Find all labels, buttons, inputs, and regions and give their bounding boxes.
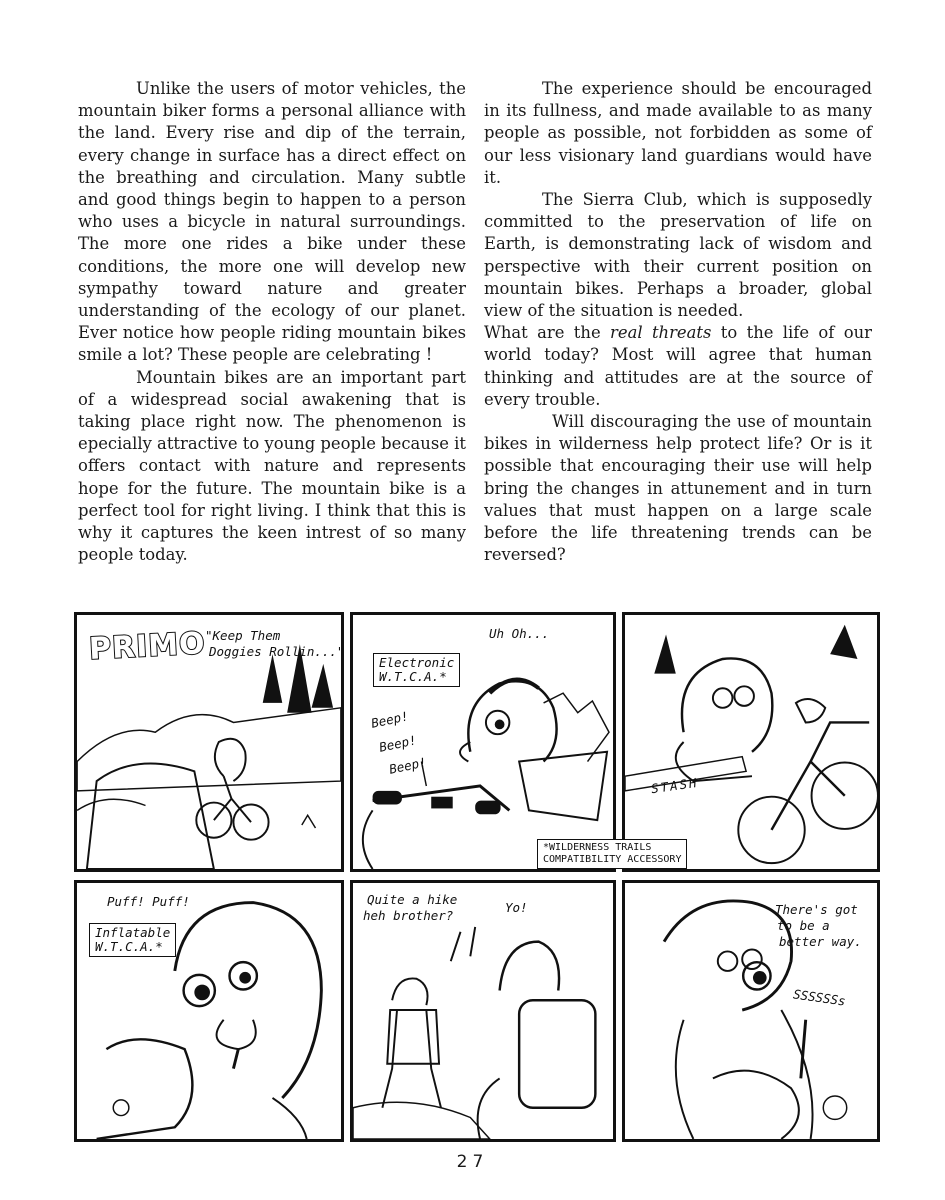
article-left-column bbox=[78, 78, 466, 566]
primo-logo: PRIMO bbox=[88, 625, 207, 668]
paragraph: The Sierra Club, which is supposedly committed to the preservation of life on Earth, is demonstrating lack of wisdom and perspective with their current position on mountain bikes. Perhaps a broader, global view of the situation is needed. bbox=[484, 190, 872, 321]
panel-3-drawing bbox=[625, 615, 877, 869]
comic-panel-2 bbox=[350, 612, 616, 872]
comic-panel-4 bbox=[74, 880, 344, 1142]
caption-line-1: "Keep Them bbox=[205, 628, 281, 643]
beep-sfx-1: Beep! bbox=[369, 708, 410, 731]
panel-6-drawing bbox=[625, 883, 877, 1139]
comic-panel-1 bbox=[74, 612, 344, 872]
speech-better-way-3: better way. bbox=[779, 934, 862, 949]
speech-quite-a-hike-2: heh brother? bbox=[363, 908, 454, 923]
hiss-sfx: SSSSSSs bbox=[792, 986, 847, 1009]
paragraph: Mountain bikes are an important part of a widespread social awakening that is taking place right now. The phenomenon is epecially attractive to young people because it offers contact with nature and represents hope for the future. The mountain bike is a perfect tool for right living. I think that this is why it captures the keen intrest of so many people today. bbox=[78, 367, 466, 565]
footnote-box bbox=[537, 839, 687, 869]
label-box bbox=[89, 923, 176, 957]
page-number: 27 bbox=[456, 1152, 489, 1172]
paragraph: Unlike the users of motor vehicles, the mountain biker forms a personal alliance with the land. Every rise and dip of the terrain, every change in surface has a direct effect on the breathing and circulation. Many subtle and good things begin to happen to a person who uses a bicycle in natural surroundings. The more one rides a bike under these conditions, the more one will develop new sympathy toward nature and greater understanding of the ecology of our planet. Ever notice how people riding mountain bikes smile a lot? These people are celebrating ! bbox=[78, 79, 466, 365]
speech-uh-oh: Uh Oh... bbox=[489, 626, 550, 641]
label-box-line-1: Inflatable bbox=[95, 925, 171, 940]
comic-panel-3 bbox=[543, 612, 880, 872]
speech-better-way-1: There's got bbox=[775, 902, 858, 917]
comic-strip-top-row bbox=[74, 612, 880, 872]
beep-sfx-3: Beep! bbox=[387, 754, 428, 777]
footnote-line-2: COMPATIBILITY ACCESSORY bbox=[543, 854, 682, 865]
label-box-line-1: Electronic bbox=[379, 655, 455, 670]
beep-sfx-2: Beep! bbox=[377, 732, 418, 755]
paragraph: The experience should be encouraged in its fullness, and made available to as many people as possible, not forbidden as some of our less visionary land guardians would have it. bbox=[484, 79, 872, 187]
label-box-line-2: W.T.C.A.* bbox=[379, 669, 447, 684]
paragraph: Will discouraging the use of mountain bikes in wilderness help protect life? Or is it possible that encouraging their use will help bring the changes in attunement and in turn values that must happen on a large scale before the life threatening trends can be reversed? bbox=[484, 412, 872, 565]
emphasis-text: real threats bbox=[610, 323, 712, 343]
paragraph-continuation bbox=[484, 322, 872, 411]
comic-panel-5 bbox=[350, 880, 616, 1142]
speech-quite-a-hike-1: Quite a hike bbox=[367, 892, 458, 907]
label-box bbox=[373, 653, 460, 687]
panel-4-drawing bbox=[77, 883, 341, 1139]
caption-line-2: Doggies Rollin..." bbox=[209, 644, 345, 659]
article-right-column bbox=[484, 78, 872, 566]
speech-yo: Yo! bbox=[505, 900, 528, 915]
stash-sfx: STASH bbox=[650, 774, 700, 797]
text-run: to the life of our world today? Most will agree that human thinking and attitudes are at the source of every trouble. bbox=[484, 323, 872, 409]
label-box-line-2: W.T.C.A.* bbox=[95, 939, 163, 954]
footnote-line-1: *WILDERNESS TRAILS bbox=[543, 842, 652, 853]
puff-sfx: Puff! Puff! bbox=[107, 894, 190, 909]
comic-strip-bottom-row bbox=[74, 880, 880, 1142]
text-run: What are the bbox=[484, 323, 601, 343]
speech-better-way-2: to be a bbox=[777, 918, 830, 933]
comic-panel-6 bbox=[622, 880, 880, 1142]
